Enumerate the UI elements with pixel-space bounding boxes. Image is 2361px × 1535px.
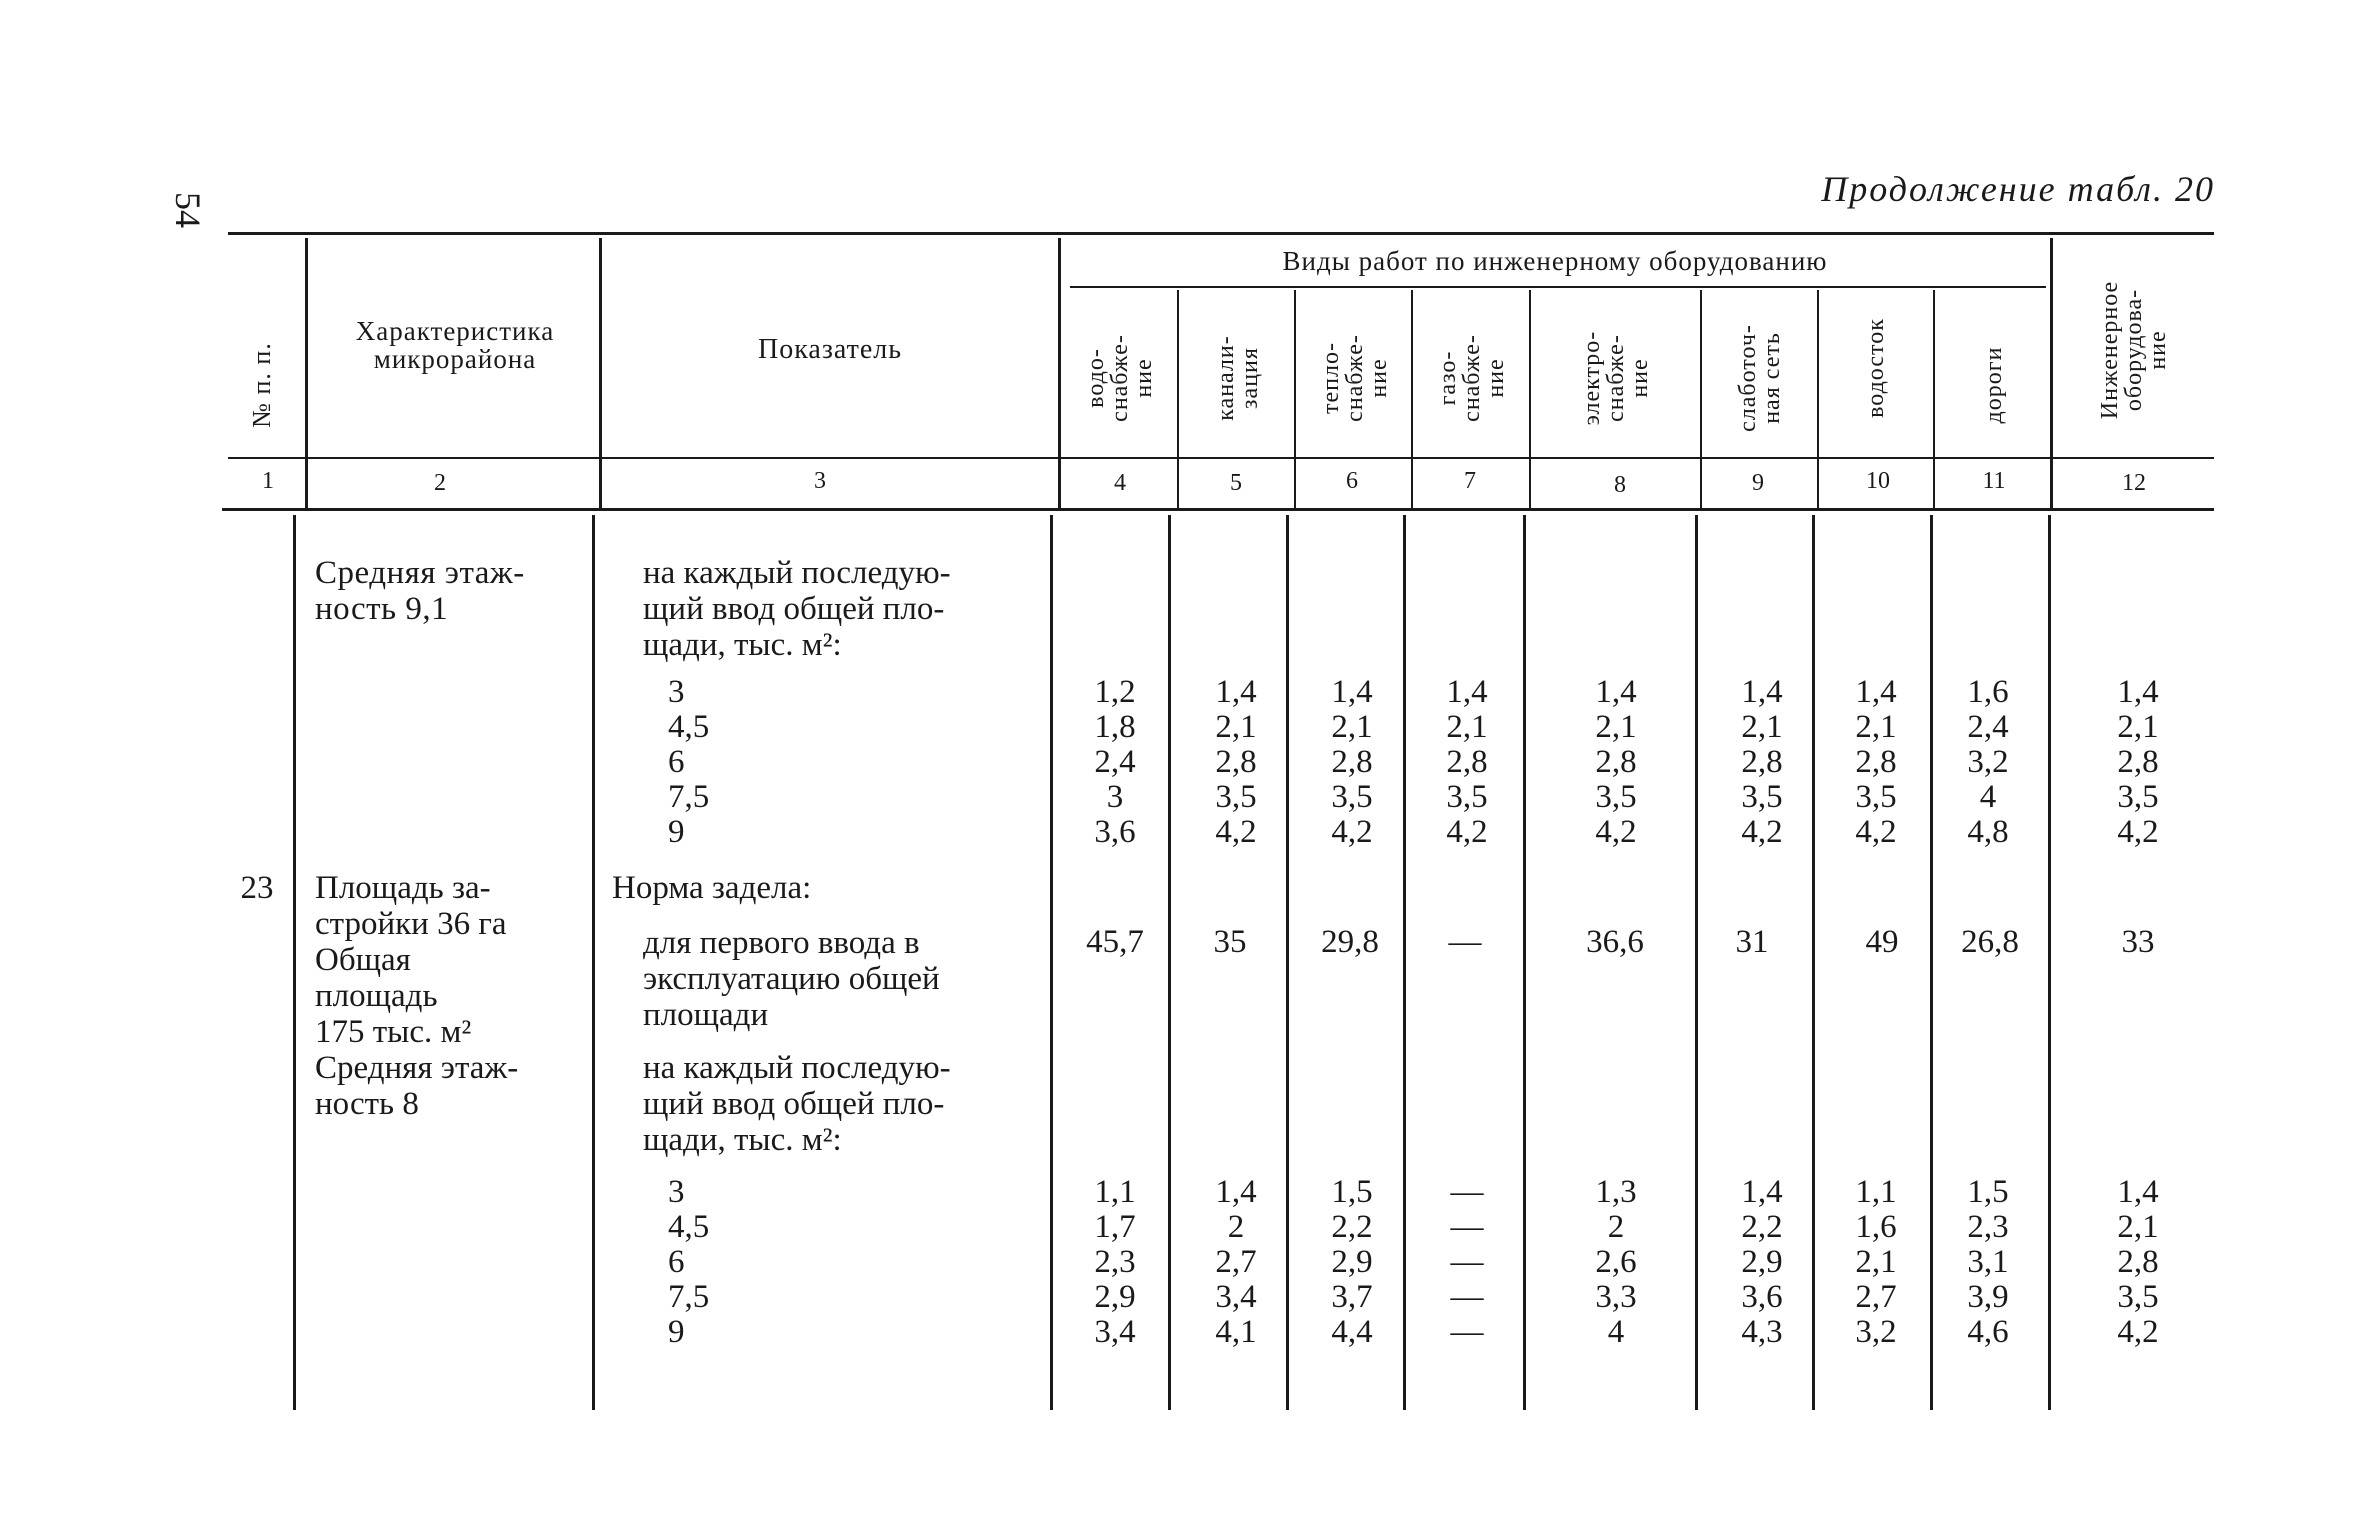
block1-value-c6-3: 3,5 (1855, 779, 1897, 815)
colnum-6: 6 (1346, 468, 1358, 494)
block1-value-c3-2: 2,8 (1446, 744, 1488, 780)
block1-value-c0-4: 3,6 (1094, 814, 1136, 850)
block2-value-c0-2: 2,3 (1094, 1244, 1136, 1280)
block2-value-c8-4: 4,2 (2117, 1314, 2159, 1350)
block1-value-c8-3: 3,5 (2117, 779, 2159, 815)
block1-value-c5-4: 4,2 (1741, 814, 1783, 850)
block1-col-6 (1312, 675, 1392, 850)
block2-value-c0-1: 1,7 (1094, 1209, 1136, 1245)
block1-value-c2-3: 3,5 (1331, 779, 1373, 815)
block1-value-c8-1: 2,1 (2117, 709, 2159, 745)
block2-value-c2-2: 2,9 (1331, 1244, 1373, 1280)
block2-value-c1-3: 3,4 (1215, 1279, 1257, 1315)
block2-value-c4-4: 4 (1607, 1314, 1625, 1350)
first-input-col-11: 26,8 (1961, 924, 2019, 960)
block2-areas (668, 1175, 738, 1350)
block2-value-c3-4: — (1450, 1314, 1484, 1350)
block2-area-4: 9 (668, 1314, 685, 1350)
block1-value-c5-1: 2,1 (1741, 709, 1783, 745)
block1-value-c2-0: 1,4 (1331, 674, 1373, 710)
block2-value-c1-2: 2,7 (1215, 1244, 1257, 1280)
header-col3: Показатель (758, 334, 902, 366)
header-col12: Инженерное оборудова- ние (2097, 280, 2171, 420)
block2-value-c6-3: 2,7 (1855, 1279, 1897, 1315)
first-input-col-10: 49 (1865, 924, 1899, 960)
block1-characteristic: Средняя этаж- ность 9,1 (315, 555, 525, 627)
vline-body-5 (1286, 515, 1289, 1410)
vline-10h (1933, 290, 1935, 510)
block1-area-0: 3 (668, 674, 685, 710)
colnum-9: 9 (1752, 470, 1764, 496)
block1-value-c8-4: 4,2 (2117, 814, 2159, 850)
block1-col-12 (2098, 675, 2178, 850)
block2-value-c7-4: 4,6 (1967, 1314, 2009, 1350)
block1-value-c1-2: 2,8 (1215, 744, 1257, 780)
block1-col-5 (1196, 675, 1276, 850)
block2-col-5 (1196, 1175, 1276, 1350)
vline-body-2 (592, 515, 595, 1410)
vline-9h (1817, 290, 1819, 510)
first-input-col-4: 45,7 (1086, 924, 1144, 960)
row-number: 23 (240, 870, 274, 906)
vline-body-4 (1168, 515, 1171, 1410)
block2-col-4 (1075, 1175, 1155, 1350)
block2-value-c5-1: 2,2 (1741, 1209, 1783, 1245)
block2-value-c4-3: 3,3 (1595, 1279, 1637, 1315)
block2-value-c3-0: — (1450, 1174, 1484, 1210)
block1-col-8 (1576, 675, 1656, 850)
block2-value-c7-3: 3,9 (1967, 1279, 2009, 1315)
block2-value-c8-3: 3,5 (2117, 1279, 2159, 1315)
vline-body-9 (1812, 515, 1815, 1410)
block2-characteristic: Площадь за- стройки 36 га Общая площадь 175 тыс. м² Средняя этаж- ность 8 (315, 870, 519, 1122)
block1-value-c2-1: 2,1 (1331, 709, 1373, 745)
block1-col-10 (1836, 675, 1916, 850)
vline-1 (305, 238, 308, 510)
block1-value-c3-3: 3,5 (1446, 779, 1488, 815)
block2-indicator: на каждый последую- щий ввод общей пло- щади, тыс. м²: (643, 1050, 951, 1158)
block1-indicator: на каждый последую- щий ввод общей пло- щади, тыс. м²: (643, 555, 951, 663)
vline-5h (1294, 290, 1296, 510)
block1-col-7 (1427, 675, 1507, 850)
page-number: 54 (168, 192, 208, 228)
block2-value-c1-0: 1,4 (1215, 1174, 1257, 1210)
first-input-label: для первого ввода в эксплуатацию общей площади (643, 925, 940, 1033)
block1-value-c0-2: 2,4 (1094, 744, 1136, 780)
first-input-col-6: 29,8 (1321, 924, 1379, 960)
colnum-2: 2 (434, 470, 446, 496)
block1-area-4: 9 (668, 814, 685, 850)
block1-value-c6-4: 4,2 (1855, 814, 1897, 850)
block2-col-9 (1722, 1175, 1802, 1350)
block2-col-11 (1948, 1175, 2028, 1350)
first-input-col-9: 31 (1735, 924, 1769, 960)
block2-value-c0-0: 1,1 (1094, 1174, 1136, 1210)
first-input-col-12: 33 (2121, 924, 2155, 960)
block2-value-c7-1: 2,3 (1967, 1209, 2009, 1245)
block1-value-c7-0: 1,6 (1967, 674, 2009, 710)
block2-value-c2-0: 1,5 (1331, 1174, 1373, 1210)
block2-col-10 (1836, 1175, 1916, 1350)
table-top-rule (228, 232, 2214, 235)
block1-value-c1-3: 3,5 (1215, 779, 1257, 815)
block2-value-c4-1: 2 (1607, 1209, 1625, 1245)
vline-body-11 (2048, 515, 2051, 1410)
block2-value-c5-3: 3,6 (1741, 1279, 1783, 1315)
header-col6: тепло- снабже- ние (1318, 334, 1392, 422)
first-input-col-8: 36,6 (1586, 924, 1644, 960)
vline-body-3 (1050, 515, 1053, 1410)
block2-col-6 (1312, 1175, 1392, 1350)
block2-value-c2-4: 4,4 (1331, 1314, 1373, 1350)
block1-value-c1-0: 1,4 (1215, 674, 1257, 710)
header-col7: газо- снабже- ние (1435, 334, 1509, 422)
block2-value-c5-4: 4,3 (1741, 1314, 1783, 1350)
table-caption: Продолжение табл. 20 (1821, 169, 2215, 209)
vline-body-1 (293, 515, 296, 1410)
vline-body-6 (1403, 515, 1406, 1410)
block1-value-c1-4: 4,2 (1215, 814, 1257, 850)
block2-value-c7-0: 1,5 (1967, 1174, 2009, 1210)
colnum-11: 11 (1982, 468, 2006, 494)
block2-area-3: 7,5 (668, 1279, 710, 1315)
colnum-10: 10 (1866, 468, 1890, 494)
block2-value-c0-3: 2,9 (1094, 1279, 1136, 1315)
block2-value-c6-2: 2,1 (1855, 1244, 1897, 1280)
block2-value-c3-3: — (1450, 1279, 1484, 1315)
block2-col-7 (1427, 1175, 1507, 1350)
block1-value-c1-1: 2,1 (1215, 709, 1257, 745)
block1-value-c3-0: 1,4 (1446, 674, 1488, 710)
header-col11: дороги (1981, 346, 2007, 424)
block2-value-c4-2: 2,6 (1595, 1244, 1637, 1280)
block1-value-c4-2: 2,8 (1595, 744, 1637, 780)
block1-value-c0-1: 1,8 (1094, 709, 1136, 745)
block2-value-c1-1: 2 (1227, 1209, 1245, 1245)
block1-value-c6-2: 2,8 (1855, 744, 1897, 780)
block1-value-c7-1: 2,4 (1967, 709, 2009, 745)
colnum-3: 3 (814, 468, 826, 494)
first-input-col-7: — (1448, 924, 1482, 960)
block2-value-c6-4: 3,2 (1855, 1314, 1897, 1350)
block2-value-c6-1: 1,6 (1855, 1209, 1897, 1245)
vline-6h (1411, 290, 1413, 510)
block2-col-8 (1576, 1175, 1656, 1350)
block1-value-c5-0: 1,4 (1741, 674, 1783, 710)
block1-value-c4-0: 1,4 (1595, 674, 1637, 710)
block1-value-c8-0: 1,4 (2117, 674, 2159, 710)
block1-value-c6-0: 1,4 (1855, 674, 1897, 710)
first-input-col-5: 35 (1213, 924, 1247, 960)
vline-body-8 (1695, 515, 1698, 1410)
header-col2: Характеристика микрорайона (355, 316, 555, 374)
block2-value-c8-2: 2,8 (2117, 1244, 2159, 1280)
colnum-4: 4 (1114, 470, 1126, 496)
block1-area-1: 4,5 (668, 709, 710, 745)
colnum-1: 1 (262, 468, 274, 494)
header-col10: водосток (1863, 318, 1889, 418)
block2-col-12 (2098, 1175, 2178, 1350)
block2-value-c4-0: 1,3 (1595, 1174, 1637, 1210)
block1-value-c3-4: 4,2 (1446, 814, 1488, 850)
header-col9: слаботоч- ная сеть (1735, 324, 1785, 432)
header-col1: № п. п. (247, 342, 276, 428)
block2-value-c2-1: 2,2 (1331, 1209, 1373, 1245)
block2-value-c6-0: 1,1 (1855, 1174, 1897, 1210)
block1-value-c0-0: 1,2 (1094, 674, 1136, 710)
block1-value-c4-4: 4,2 (1595, 814, 1637, 850)
block1-value-c4-3: 3,5 (1595, 779, 1637, 815)
block1-value-c3-1: 2,1 (1446, 709, 1488, 745)
norm-label: Норма задела: (612, 870, 812, 906)
vline-body-7 (1523, 515, 1526, 1410)
colnum-7: 7 (1464, 468, 1476, 494)
header-col4: водо- снабже- ние (1083, 334, 1157, 422)
block1-value-c7-3: 4 (1979, 779, 1997, 815)
block2-value-c3-1: — (1450, 1209, 1484, 1245)
block2-area-2: 6 (668, 1244, 685, 1280)
block1-value-c2-2: 2,8 (1331, 744, 1373, 780)
block1-col-11 (1948, 675, 2028, 850)
block2-value-c8-1: 2,1 (2117, 1209, 2159, 1245)
block2-value-c2-3: 3,7 (1331, 1279, 1373, 1315)
vline-3 (1058, 238, 1061, 510)
header-col5: канали- зация (1213, 335, 1263, 421)
block2-area-0: 3 (668, 1174, 685, 1210)
block1-value-c7-2: 3,2 (1967, 744, 2009, 780)
block2-value-c5-0: 1,4 (1741, 1174, 1783, 1210)
vline-4h (1177, 290, 1179, 510)
block2-area-1: 4,5 (668, 1209, 710, 1245)
group-header-rule (1070, 286, 2046, 288)
block2-value-c5-2: 2,9 (1741, 1244, 1783, 1280)
vline-8h (1700, 290, 1702, 510)
colnum-12: 12 (2122, 470, 2146, 496)
header-bottom-rule (228, 457, 2214, 459)
header-col8: электро- снабже- ние (1579, 330, 1653, 426)
block1-value-c5-3: 3,5 (1741, 779, 1783, 815)
colnum-bottom-rule (222, 508, 2214, 511)
colnum-8: 8 (1614, 472, 1626, 498)
block2-value-c8-0: 1,4 (2117, 1174, 2159, 1210)
vline-body-10 (1930, 515, 1933, 1410)
block1-value-c0-3: 3 (1106, 779, 1124, 815)
vline-11h (2050, 238, 2053, 510)
vline-7h (1529, 290, 1531, 510)
vline-2 (599, 238, 602, 510)
block1-area-3: 7,5 (668, 779, 710, 815)
block1-col-4 (1075, 675, 1155, 850)
block2-value-c0-4: 3,4 (1094, 1314, 1136, 1350)
block1-value-c5-2: 2,8 (1741, 744, 1783, 780)
block1-value-c4-1: 2,1 (1595, 709, 1637, 745)
block1-value-c6-1: 2,1 (1855, 709, 1897, 745)
block1-areas (668, 675, 738, 850)
colnum-5: 5 (1230, 470, 1242, 496)
header-group: Виды работ по инженерному оборудованию (1282, 245, 1828, 276)
block1-col-9 (1722, 675, 1802, 850)
block1-value-c8-2: 2,8 (2117, 744, 2159, 780)
block1-area-2: 6 (668, 744, 685, 780)
block1-value-c7-4: 4,8 (1967, 814, 2009, 850)
block2-value-c7-2: 3,1 (1967, 1244, 2009, 1280)
block2-value-c3-2: — (1450, 1244, 1484, 1280)
block2-value-c1-4: 4,1 (1215, 1314, 1257, 1350)
block1-value-c2-4: 4,2 (1331, 814, 1373, 850)
